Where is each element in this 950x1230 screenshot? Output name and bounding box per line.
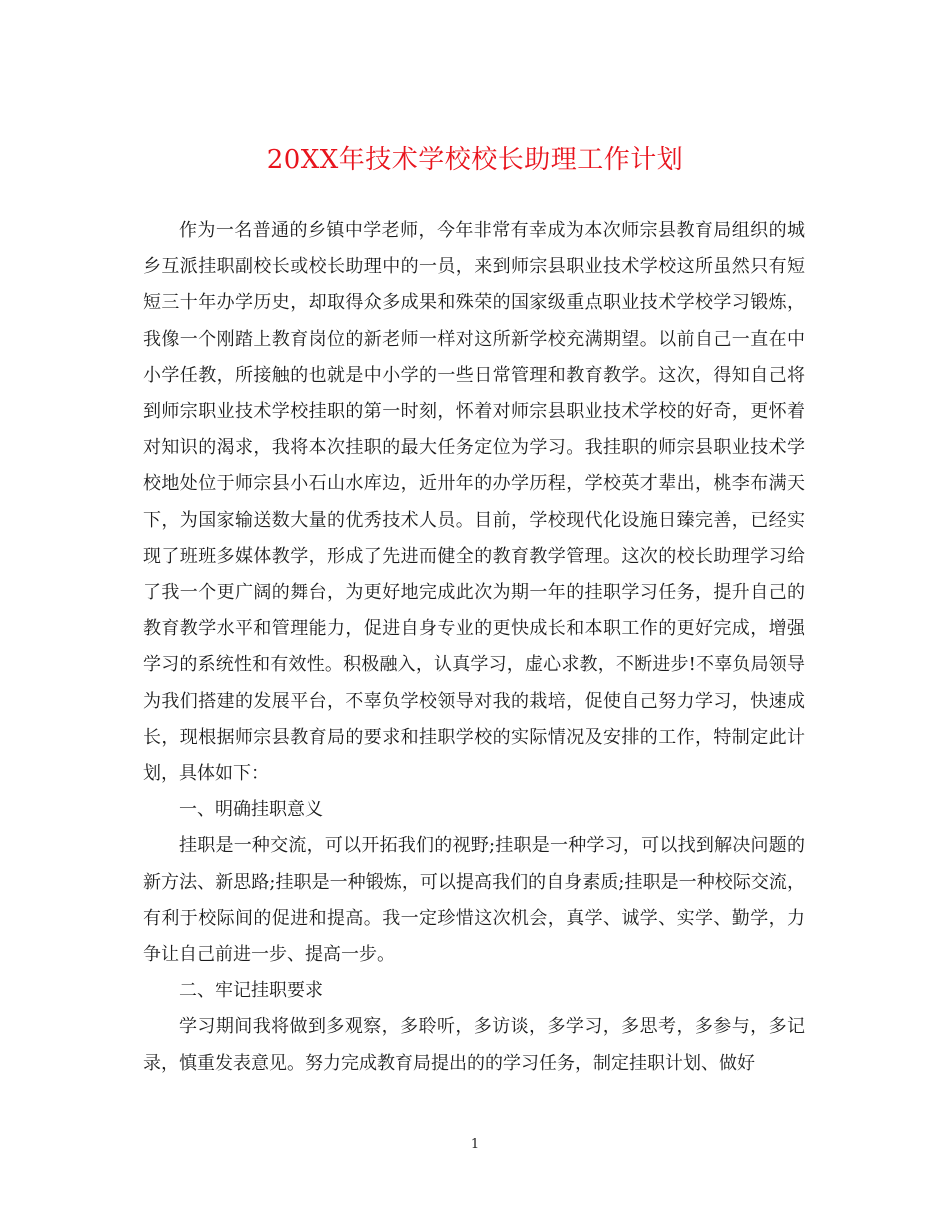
- section-paragraph-2: 学习期间我将做到多观察，多聆听，多访谈，多学习，多思考，多参与，多记录，慎重发表意见。努力完成教育局提出的的学习任务，制定挂职计划、做好: [143, 1016, 805, 1074]
- document-title: 20XX年技术学校校长助理工作计划: [266, 145, 684, 175]
- section-heading-1: 一、明确挂职意义: [179, 799, 323, 821]
- intro-paragraph: 作为一名普通的乡镇中学老师，今年非常有幸成为本次师宗县教育局组织的城乡互派挂职副校长或校长助理中的一员，来到师宗县职业技术学校这所虽然只有短短三十年办学历史，却取得众多成果和殊荣的国家级重点职业技术学校学习锻炼，我像一个刚踏上教育岗位的新老师一样对这所新学校充满期望。以前自己一直在中小学任教，所接触的也就是中小学的一些日常管理和教育教学。这次，得知自己将到师宗职业技术学校挂职的第一时刻，怀着对师宗县职业技术学校的好奇，更怀着对知识的渴求，我将本次挂职的最大任务定位为学习。我挂职的师宗县职业技术学校地处位于师宗县小石山水库边，近卅年的办学历程，学校英才辈出，桃李布满天下，为国家输送数大量的优秀技术人员。目前，学校现代化设施日臻完善，已经实现了班班多媒体教学，形成了先进而健全的教育教学管理。这次的校长助理学习给了我一个更广阔的舞台，为更好地完成此次为期一年的挂职学习任务，提升自己的教育教学水平和管理能力，促进自身专业的更快成长和本职工作的更好完成，增强学习的系统性和有效性。积极融入，认真学习，虚心求教，不断进步!不辜负局领导为我们搭建的发展平台，不辜负学校领导对我的栽培，促使自己努力学习，快速成长，现根据师宗县教育局的要求和挂职学校的实际情况及安排的工作，特制定此计划，具体如下：: [143, 220, 805, 785]
- page-number: 1: [470, 1137, 480, 1152]
- document-body: [143, 213, 805, 1082]
- section-paragraph-1: 挂职是一种交流，可以开拓我们的视野;挂职是一种学习，可以找到解决问题的新方法、新思路;挂职是一种锻炼，可以提高我们的自身素质;挂职是一种校际交流，有利于校际间的促进和提高。我一定珍惜这次机会，真学、诚学、实学、勤学，力争让自己前进一步、提高一步。: [143, 835, 805, 966]
- section-heading-2: 二、牢记挂职要求: [179, 980, 323, 1002]
